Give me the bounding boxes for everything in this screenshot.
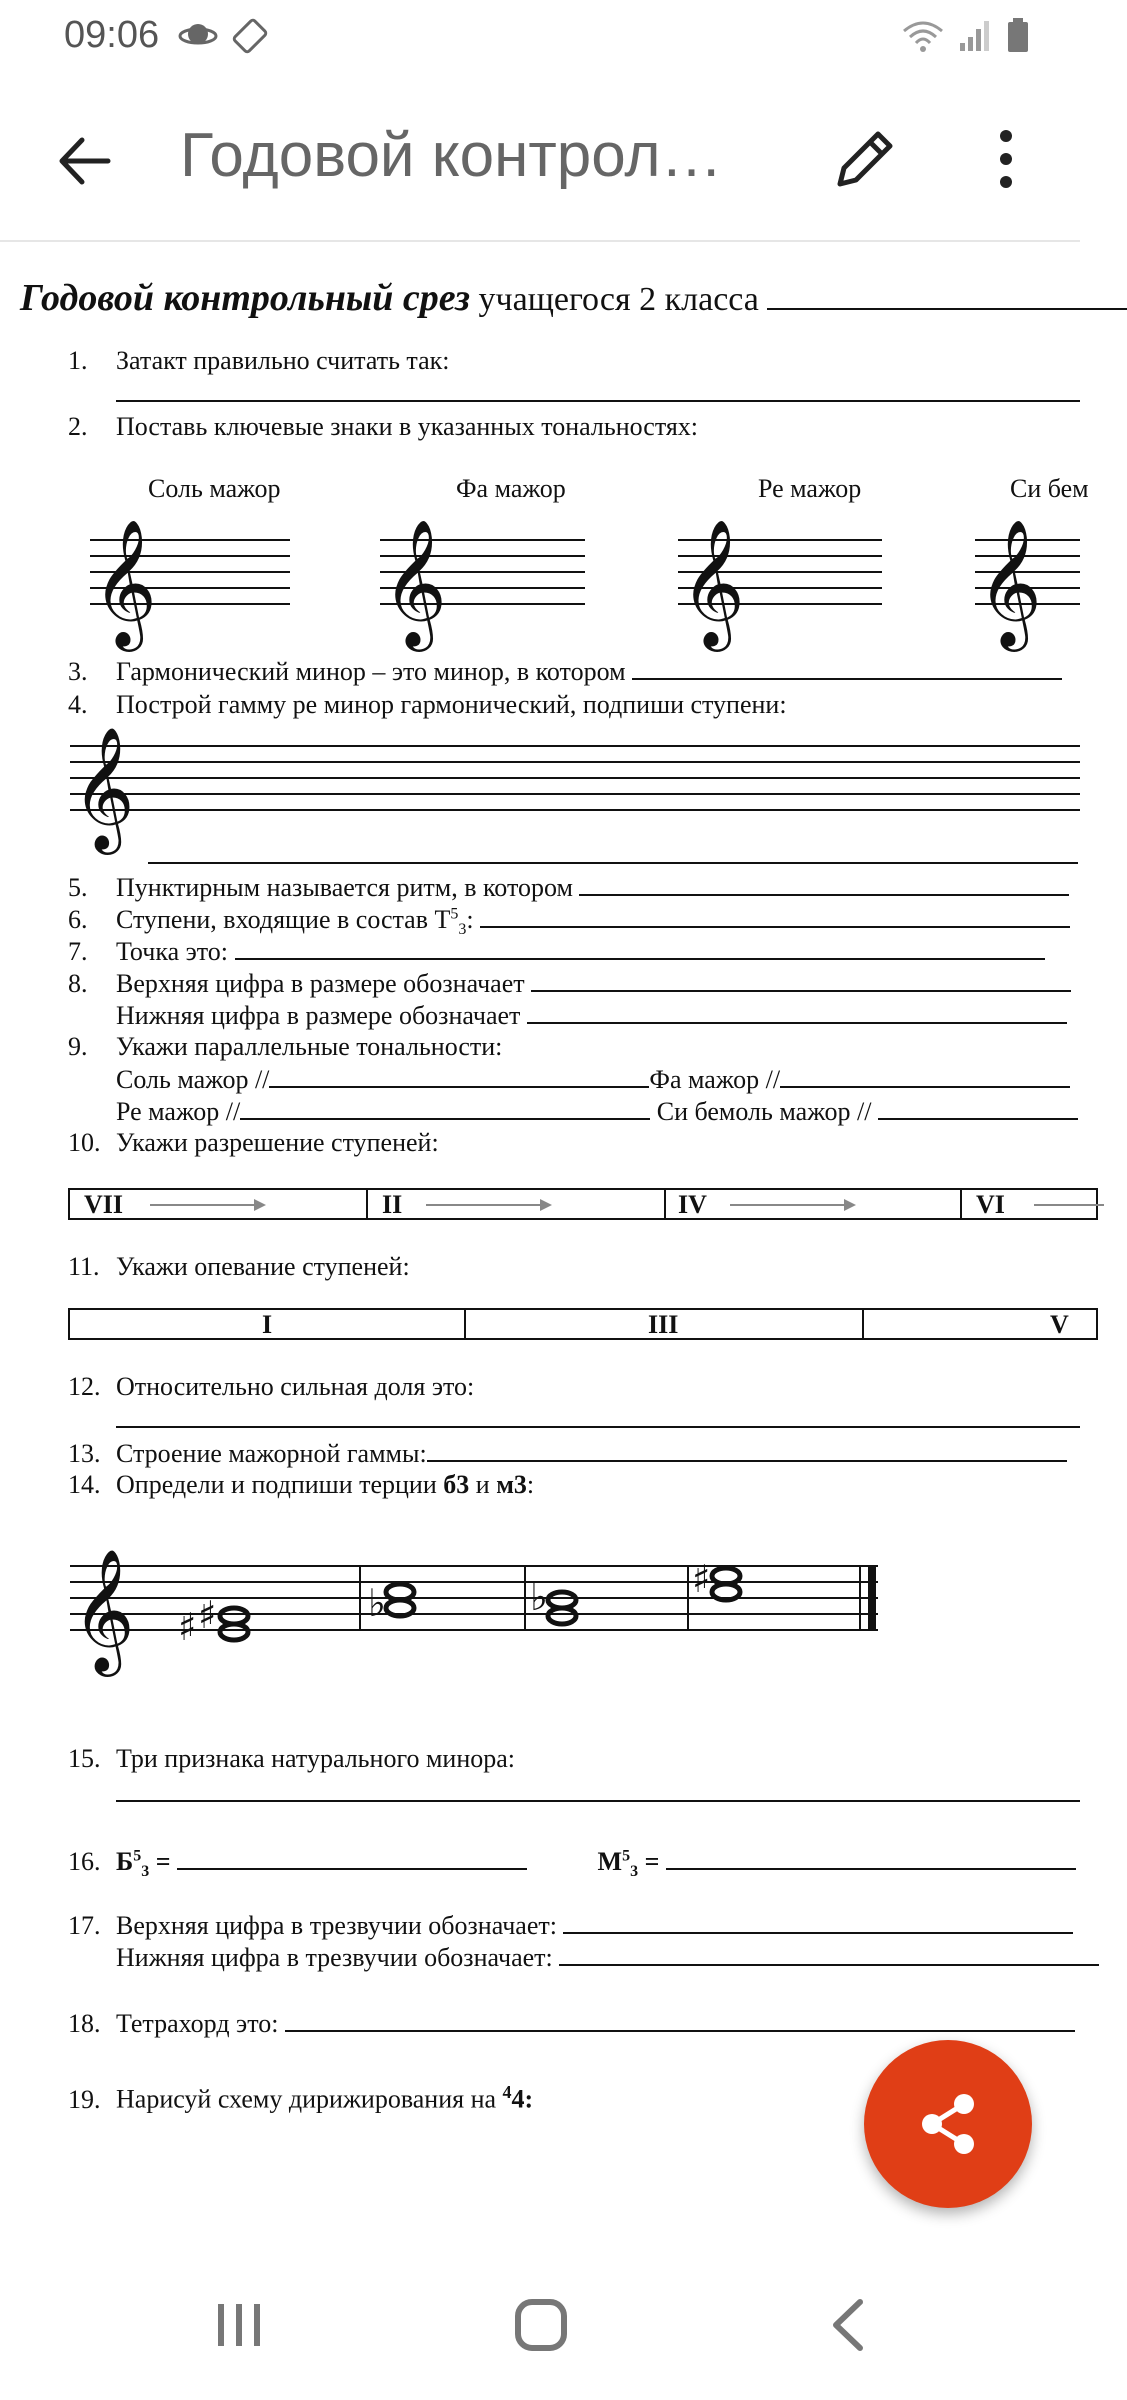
intervals-staff <box>70 1530 890 1671</box>
document-title: Годовой контрол… <box>180 121 723 190</box>
question-17-lower: Нижняя цифра в трезвучии обозначает: <box>116 1942 1099 1973</box>
back-nav-icon[interactable] <box>828 2298 868 2352</box>
answer-line-1 <box>116 378 1080 409</box>
cell-v: V <box>1050 1310 1069 1339</box>
rotate-icon <box>232 18 268 54</box>
svg-text:♭: ♭ <box>368 1581 386 1625</box>
status-icons-right <box>902 18 1030 54</box>
key-label-f-major: Фа мажор <box>456 474 566 503</box>
key-signature-staves <box>80 510 1080 650</box>
doc-heading <box>20 276 1127 320</box>
question-1: 1. Затакт правильно считать так: <box>68 346 450 375</box>
status-bar <box>0 0 1080 80</box>
status-icons-left <box>178 18 268 54</box>
key-label-g-major: Соль мажор <box>148 474 281 503</box>
svg-text:♯: ♯ <box>178 1605 197 1649</box>
cell-iii: III <box>648 1310 679 1339</box>
question-4: 4. Построй гамму ре минор гармонический, подпиши ступени: <box>68 690 787 719</box>
home-icon[interactable] <box>514 2298 568 2352</box>
question-16: 16. $Б^5_3 = М^5_3$ = <box>68 1846 1076 1881</box>
scale-staff <box>70 720 1080 849</box>
cell-vi: VI <box>976 1190 1005 1219</box>
question-5: 5. Пунктирным называется ритм, в котором <box>68 872 1069 903</box>
document-view[interactable] <box>0 240 1089 2240</box>
answer-line-15 <box>116 1778 1080 1809</box>
pencil-icon[interactable] <box>830 124 900 194</box>
question-9-row-2: Ре мажор // Си бемоль мажор // <box>116 1096 1078 1127</box>
arrow-right-icon <box>150 1198 270 1212</box>
back-arrow-icon[interactable] <box>50 126 120 196</box>
svg-text:♭: ♭ <box>530 1575 548 1619</box>
neighbor-tones-table <box>68 1308 1098 1340</box>
doc-heading-rest: учащегося 2 класса <box>470 281 759 318</box>
doc-heading-bold: Годовой контрольный срез <box>20 277 470 319</box>
key-label-b-flat-major: Си бем <box>1010 474 1089 503</box>
more-vertical-icon[interactable] <box>976 124 1036 194</box>
arrow-right-icon <box>1034 1198 1104 1212</box>
question-7: 7. Точка это: <box>68 936 1045 967</box>
question-3: 3. Гармонический минор – это минор, в котором <box>68 656 1062 687</box>
question-9: 9. Укажи параллельные тональности: <box>68 1032 503 1061</box>
question-19: 19. Нарисуй схему дирижирования на $^4$4: <box>68 2082 534 2114</box>
question-13: 13. Строение мажорной гаммы: <box>68 1438 1067 1469</box>
svg-text:𝄞: 𝄞 <box>680 518 746 646</box>
battery-icon <box>1006 18 1030 54</box>
question-6: 6. Ступени, входящие в состав $T^5_3$: <box>68 904 1070 939</box>
cell-vii: VII <box>84 1190 124 1219</box>
share-icon <box>916 2092 980 2156</box>
share-button[interactable] <box>864 2040 1032 2208</box>
cell-iv: IV <box>678 1190 707 1219</box>
svg-text:♯: ♯ <box>692 1557 711 1601</box>
recent-apps-icon[interactable] <box>214 2300 264 2350</box>
system-nav-bar <box>0 2240 1080 2400</box>
question-8-lower: Нижняя цифра в размере обозначает <box>116 1000 1067 1031</box>
signal-icon <box>958 19 992 53</box>
resolution-table <box>68 1188 1098 1220</box>
svg-text:𝄞: 𝄞 <box>72 1548 135 1671</box>
question-10: 10. Укажи разрешение ступеней: <box>68 1128 439 1157</box>
svg-text:𝄞: 𝄞 <box>382 518 448 646</box>
status-time: 09:06 <box>64 14 160 56</box>
saturn-icon <box>178 18 218 54</box>
cell-ii: II <box>382 1190 403 1219</box>
answer-line <box>767 286 1127 310</box>
question-12: 12. Относительно сильная доля это: <box>68 1372 475 1401</box>
key-label-d-major: Ре мажор <box>758 474 862 503</box>
cell-i: I <box>262 1310 273 1339</box>
question-9-row-1: Соль мажор // Фа мажор // <box>116 1064 1070 1095</box>
svg-text:♯: ♯ <box>198 1593 217 1637</box>
app-bar <box>0 80 1080 242</box>
answer-line-12 <box>116 1404 1080 1435</box>
svg-text:𝄞: 𝄞 <box>92 518 158 646</box>
arrow-right-icon <box>426 1198 556 1212</box>
scale-degrees-line <box>148 840 1078 871</box>
svg-text:𝄞: 𝄞 <box>977 518 1043 646</box>
question-17: 17. Верхняя цифра в трезвучии обозначает: <box>68 1910 1073 1941</box>
question-14: 14. Определи и подпиши терции б3 и м3: <box>68 1470 535 1499</box>
svg-text:𝄞: 𝄞 <box>72 726 135 849</box>
question-18: 18. Тетрахорд это: <box>68 2008 1075 2039</box>
question-2: 2. Поставь ключевые знаки в указанных тональностях: <box>68 412 699 441</box>
question-11: 11. Укажи опевание ступеней: <box>68 1252 410 1281</box>
arrow-right-icon <box>730 1198 860 1212</box>
question-15: 15. Три признака натурального минора: <box>68 1744 516 1773</box>
question-8: 8. Верхняя цифра в размере обозначает <box>68 968 1071 999</box>
wifi-icon <box>902 19 944 53</box>
